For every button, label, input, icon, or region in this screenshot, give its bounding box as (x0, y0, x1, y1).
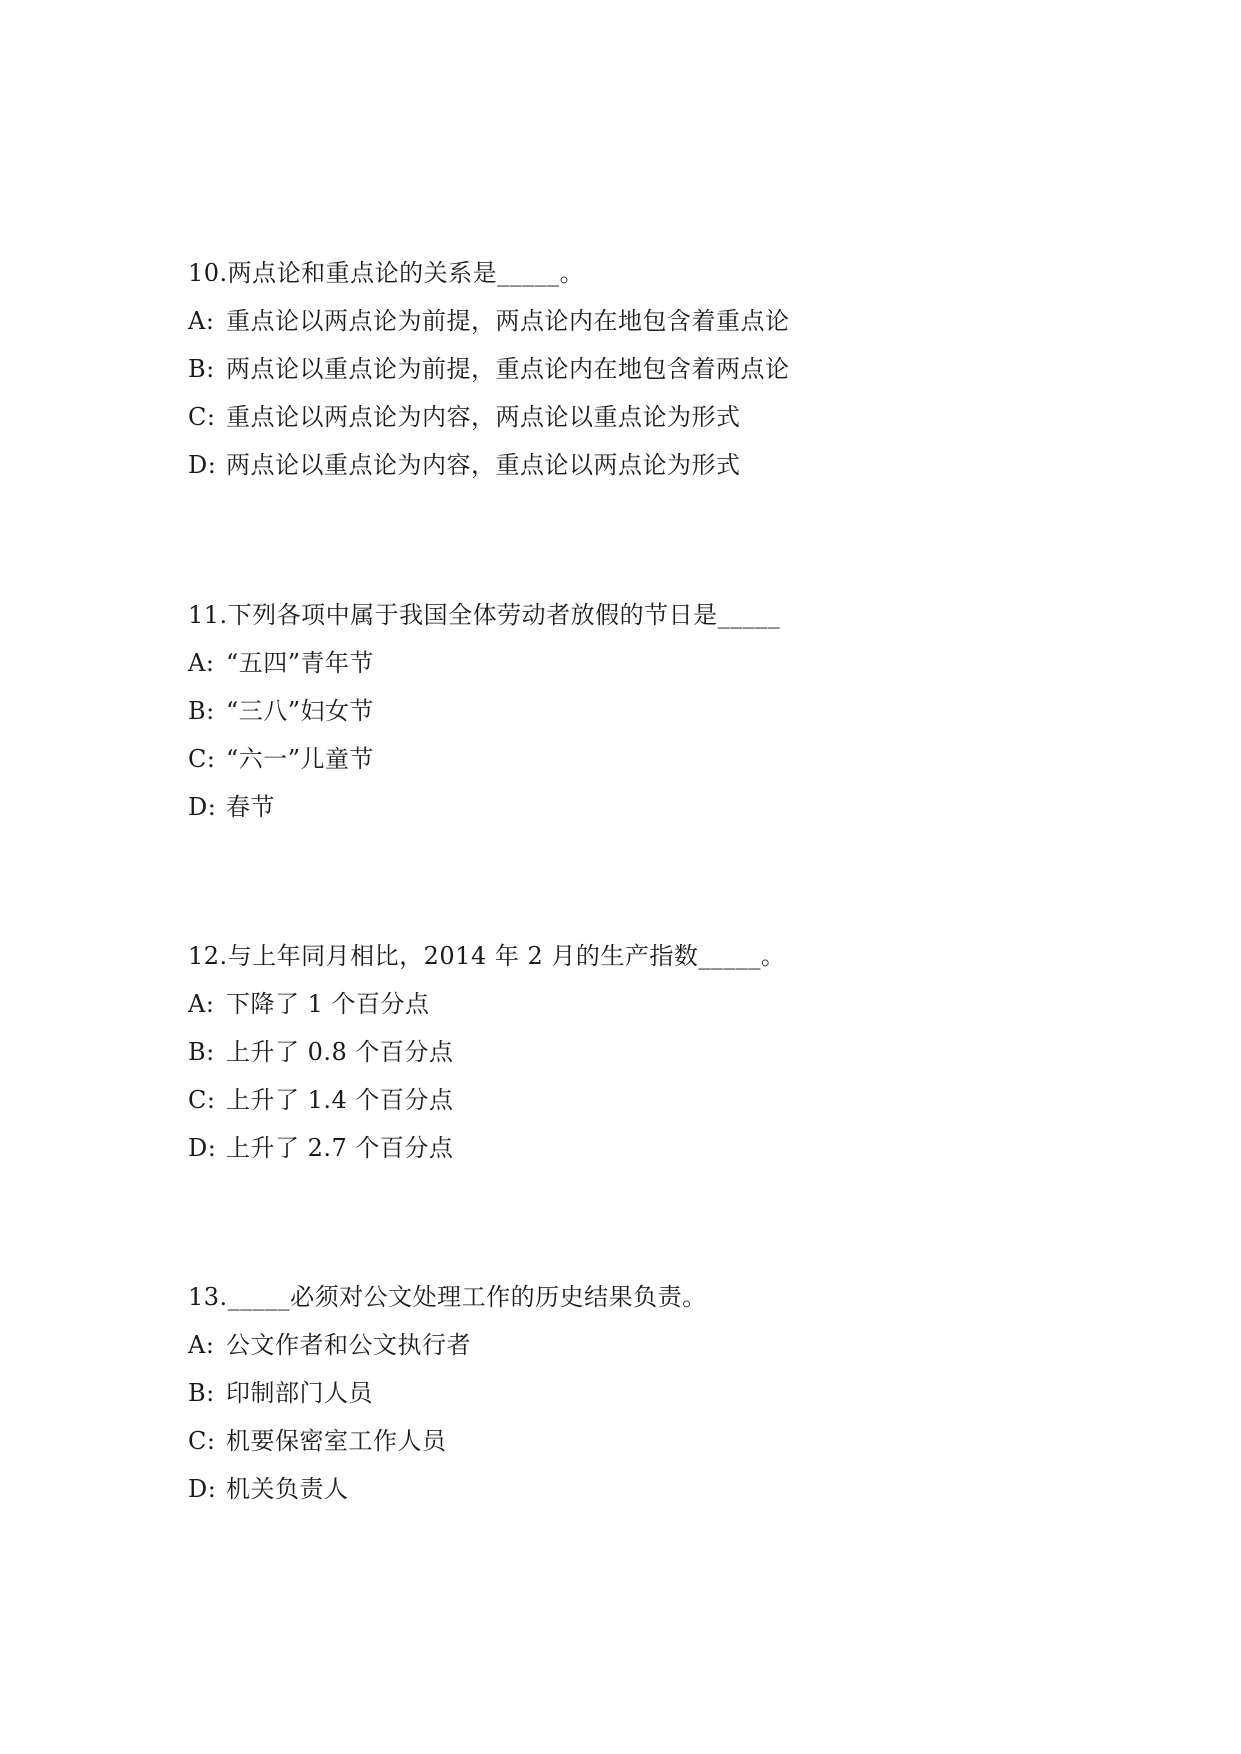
option-letter: A: (188, 1331, 215, 1359)
option-letter: D: (188, 1134, 217, 1162)
option-text: 上升了 0.8 个百分点 (226, 1038, 454, 1066)
option-b[interactable] (188, 1028, 1088, 1076)
option-b[interactable] (188, 1369, 1088, 1417)
question-stem: 10.两点论和重点论的关系是_____。 (188, 259, 585, 287)
option-letter: B: (188, 1379, 215, 1407)
option-d[interactable] (188, 783, 1088, 831)
option-letter: B: (188, 1038, 215, 1066)
option-text: “五四”青年节 (226, 649, 375, 677)
option-letter: D: (188, 451, 217, 479)
option-text: “六一”儿童节 (226, 745, 375, 773)
option-letter: C: (188, 1086, 216, 1114)
option-a[interactable] (188, 639, 1088, 687)
option-text: 印制部门人员 (226, 1379, 373, 1407)
option-text: 机关负责人 (226, 1475, 349, 1503)
option-d[interactable] (188, 441, 1088, 489)
option-b[interactable] (188, 345, 1088, 393)
option-letter: D: (188, 1475, 217, 1503)
option-text: 两点论以重点论为前提，重点论内在地包含着两点论 (226, 355, 790, 383)
option-c[interactable] (188, 735, 1088, 783)
option-a[interactable] (188, 980, 1088, 1028)
option-text: “三八”妇女节 (226, 697, 375, 725)
option-text: 上升了 1.4 个百分点 (226, 1086, 454, 1114)
option-c[interactable] (188, 393, 1088, 441)
option-letter: D: (188, 793, 217, 821)
option-c[interactable] (188, 1076, 1088, 1124)
option-letter: B: (188, 697, 215, 725)
question-stem: 12.与上年同月相比，2014 年 2 月的生产指数_____。 (188, 942, 786, 970)
question-stem: 13._____必须对公文处理工作的历史结果负责。 (188, 1283, 707, 1311)
question-13 (188, 1273, 1088, 1513)
question-12 (188, 932, 1088, 1172)
option-letter: B: (188, 355, 215, 383)
option-text: 下降了 1 个百分点 (226, 990, 430, 1018)
option-letter: A: (188, 307, 215, 335)
option-text: 上升了 2.7 个百分点 (226, 1134, 454, 1162)
option-letter: C: (188, 1427, 216, 1455)
option-d[interactable] (188, 1465, 1088, 1513)
option-text: 重点论以两点论为前提，两点论内在地包含着重点论 (226, 307, 790, 335)
option-text: 公文作者和公文执行者 (226, 1331, 471, 1359)
option-letter: A: (188, 649, 215, 677)
option-text: 机要保密室工作人员 (226, 1427, 447, 1455)
option-letter: C: (188, 403, 216, 431)
question-stem: 11.下列各项中属于我国全体劳动者放假的节日是_____ (188, 601, 781, 629)
option-letter: A: (188, 990, 215, 1018)
option-text: 两点论以重点论为内容，重点论以两点论为形式 (226, 451, 741, 479)
option-text: 春节 (226, 793, 275, 821)
option-letter: C: (188, 745, 216, 773)
option-d[interactable] (188, 1124, 1088, 1172)
option-a[interactable] (188, 297, 1088, 345)
option-b[interactable] (188, 687, 1088, 735)
option-a[interactable] (188, 1321, 1088, 1369)
option-c[interactable] (188, 1417, 1088, 1465)
question-11 (188, 591, 1088, 831)
question-10 (188, 249, 1088, 489)
option-text: 重点论以两点论为内容，两点论以重点论为形式 (226, 403, 741, 431)
